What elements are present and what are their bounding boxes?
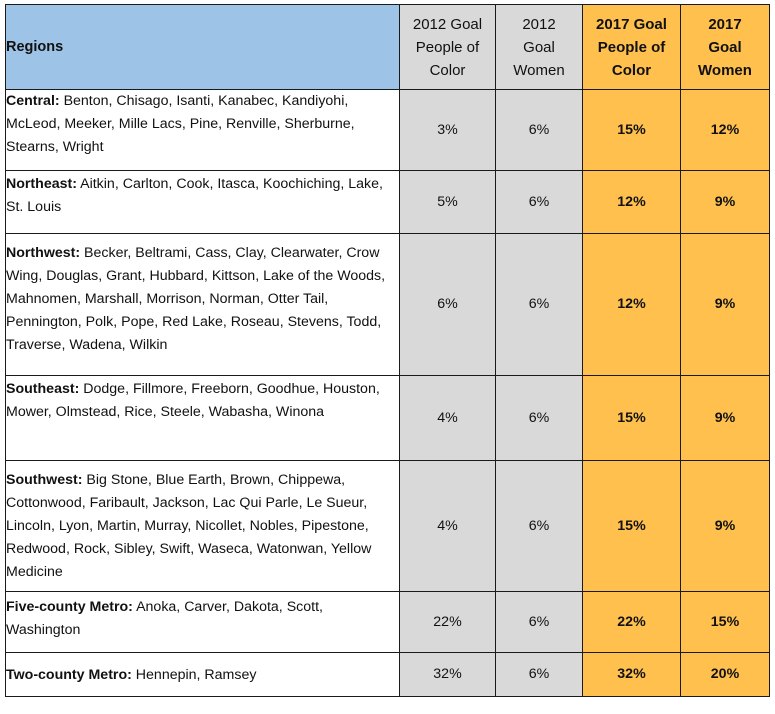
table-row: [6, 653, 770, 697]
goal-2012-women: 6%: [496, 90, 583, 171]
goal-2012-people-of-color: 6%: [400, 234, 496, 376]
header-line: Women: [513, 61, 565, 79]
region-name: Central:: [6, 93, 60, 109]
goal-2017-women: 15%: [681, 592, 770, 653]
goal-2017-people-of-color: 22%: [583, 592, 681, 653]
table-row: [6, 592, 770, 653]
table-row: [6, 376, 770, 461]
region-counties: Big Stone, Blue Earth, Brown, Chippewa, Cottonwood, Faribault, Jackson, Lac Qui Parle, Le Sueur, Lincoln, Lyon, Martin, Murray, Nicollet, Nobles, Pipestone, Redwood, Rock, Sibley, Swift, Waseca, Watonwan, Yellow Medicine: [6, 472, 372, 580]
header-2012-goal-women: [496, 5, 583, 90]
header-2012-goal-people-of-color: [400, 5, 496, 90]
header-line: 2012 Goal: [412, 15, 483, 33]
goal-2012-women: 6%: [496, 461, 583, 592]
goal-2017-women: 9%: [681, 461, 770, 592]
region-name: Northwest:: [6, 245, 81, 261]
header-regions: Regions: [6, 5, 400, 90]
goal-2017-people-of-color: 12%: [583, 171, 681, 234]
region-name: Two-county Metro:: [6, 666, 132, 683]
header-2017-goal-people-of-color: [583, 5, 681, 90]
region-name: Northeast:: [6, 176, 77, 192]
region-counties: Anoka, Carver, Dakota, Scott, Washington: [6, 599, 323, 638]
region-cell: [6, 171, 400, 234]
goal-2012-women: 6%: [496, 234, 583, 376]
header-2017-goal-women: [681, 5, 770, 90]
region-counties: Hennepin, Ramsey: [135, 666, 257, 683]
region-cell: [6, 234, 400, 376]
goal-2012-people-of-color: 4%: [400, 376, 496, 461]
header-line: 2012: [522, 15, 556, 33]
header-line: Color: [429, 61, 466, 79]
goal-2017-people-of-color: 15%: [583, 461, 681, 592]
goal-2017-women: 12%: [681, 90, 770, 171]
region-cell: [6, 592, 400, 653]
goal-2012-people-of-color: 5%: [400, 171, 496, 234]
header-line: 2017: [708, 15, 742, 33]
table-row: [6, 171, 770, 234]
region-counties: Becker, Beltrami, Cass, Clay, Clearwater, Crow Wing, Douglas, Grant, Hubbard, Kittson, Lake of the Woods, Mahnomen, Marshall, Morrison, Norman, Otter Tail, Pennington, Polk, Pope, Red Lake, Roseau, Stevens, Todd, Traverse, Wadena, Wilkin: [6, 245, 386, 353]
header-line: Color: [611, 61, 652, 79]
goal-2012-people-of-color: 32%: [400, 653, 496, 697]
regional-goals-table: [5, 4, 770, 697]
goal-2012-women: 6%: [496, 592, 583, 653]
header-line: Goal: [523, 38, 555, 56]
goal-2012-people-of-color: 22%: [400, 592, 496, 653]
region-cell: [6, 90, 400, 171]
goal-2012-women: 6%: [496, 171, 583, 234]
region-counties: Dodge, Fillmore, Freeborn, Goodhue, Houston, Mower, Olmstead, Rice, Steele, Wabasha, Winona: [6, 381, 380, 420]
region-name: Southeast:: [6, 381, 80, 397]
header-line: Women: [698, 61, 752, 79]
region-name: Five-county Metro:: [6, 599, 133, 615]
goal-2012-women: 6%: [496, 653, 583, 697]
goal-2012-people-of-color: 4%: [400, 461, 496, 592]
table-row: [6, 234, 770, 376]
goal-2017-people-of-color: 12%: [583, 234, 681, 376]
goal-2017-women: 9%: [681, 234, 770, 376]
goal-2017-people-of-color: 15%: [583, 376, 681, 461]
region-counties: Benton, Chisago, Isanti, Kanabec, Kandiyohi, McLeod, Meeker, Mille Lacs, Pine, Renville, Sherburne, Stearns, Wright: [6, 93, 355, 155]
region-cell: [6, 653, 400, 697]
goal-2012-women: 6%: [496, 376, 583, 461]
table-row: [6, 90, 770, 171]
goal-2017-people-of-color: 32%: [583, 653, 681, 697]
goal-2017-women: 9%: [681, 376, 770, 461]
table-row: [6, 461, 770, 592]
goal-2017-people-of-color: 15%: [583, 90, 681, 171]
goal-2017-women: 9%: [681, 171, 770, 234]
goal-2017-women: 20%: [681, 653, 770, 697]
header-line: People of: [597, 38, 666, 56]
goal-2012-people-of-color: 3%: [400, 90, 496, 171]
region-name: Southwest:: [6, 472, 83, 488]
header-line: 2017 Goal: [596, 15, 667, 33]
region-cell: [6, 461, 400, 592]
header-line: Goal: [708, 38, 742, 56]
header-row: [6, 5, 770, 90]
region-cell: [6, 376, 400, 461]
region-counties: Aitkin, Carlton, Cook, Itasca, Koochiching, Lake, St. Louis: [6, 176, 383, 215]
header-line: People of: [415, 38, 480, 56]
